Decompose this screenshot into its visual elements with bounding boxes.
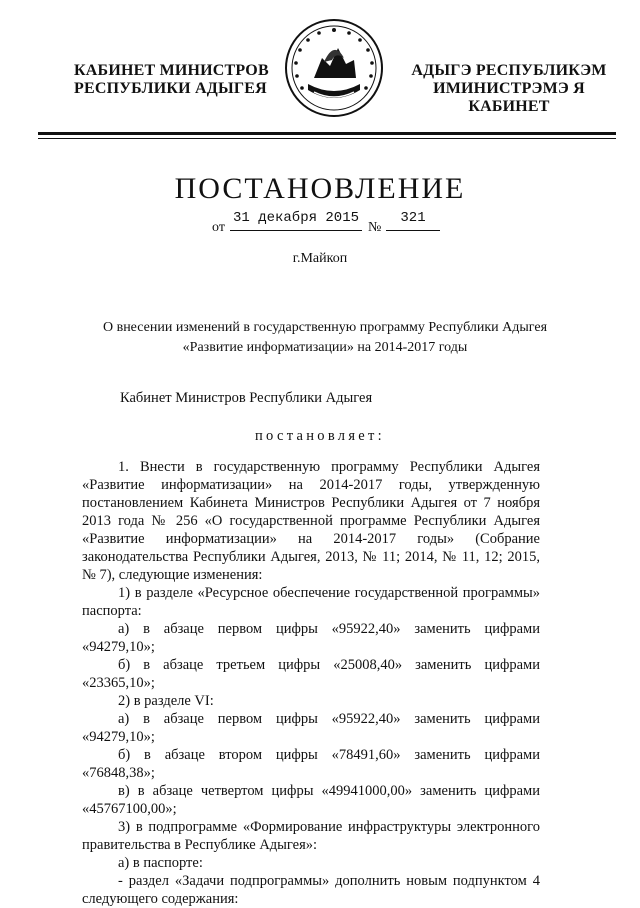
left-org-line-1: КАБИНЕТ МИНИСТРОВ — [74, 62, 269, 79]
paragraph-9: 3) в подпрограмме «Формирование инфраструктуры электронного правительства в Республике Адыгея»: — [82, 819, 540, 853]
paragraph-8: в) в абзаце четвертом цифры «49941000,00» заменить цифрами «45767100,00»; — [82, 783, 540, 817]
paragraph-2: 1) в разделе «Ресурсное обеспечение государственной программы» паспорта: — [82, 585, 540, 619]
right-org-line-1: АДЫГЭ РЕСПУБЛИКЭМ — [411, 62, 607, 79]
paragraph-5: 2) в разделе VI: — [118, 693, 214, 709]
number-prefix: № — [368, 220, 382, 235]
date-prefix: от — [212, 220, 225, 235]
cabinet-line: Кабинет Министров Республики Адыгея — [120, 390, 373, 406]
header-left-org — [74, 62, 269, 98]
paragraph-10: а) в паспорте: — [118, 855, 203, 871]
paragraph-11: - раздел «Задачи подпрограммы» дополнить новым подпунктом 4 следующего содержания: — [82, 873, 540, 907]
paragraph-1: 1. Внести в государственную программу Республики Адыгея «Развитие информатизации» на 2014-2017 годы, утвержденную постановлением Кабинета Министров Республики Адыгея от 7 ноября 2013 года № 256 «О государственной программе Республики Адыгея «Развитие информатизации» на 2014-2017 годы» (Собрание законодательства Республики Адыгея, 2013, № 11; 2014, № 11, 12; 2015, № 7), следующие изменения: — [82, 459, 540, 583]
paragraph-4: б) в абзаце третьем цифры «25008,40» заменить цифрами «23365,10»; — [82, 657, 540, 691]
header-right-org — [404, 62, 614, 116]
left-org-line-2: РЕСПУБЛИКИ АДЫГЕЯ — [74, 80, 267, 97]
document-number: 321 — [386, 210, 440, 231]
document-subject — [60, 318, 590, 358]
header-rule-thin — [38, 138, 616, 139]
paragraph-7: б) в абзаце втором цифры «78491,60» заменить цифрами «76848,38»; — [82, 747, 540, 781]
paragraph-6: а) в абзаце первом цифры «95922,40» заменить цифрами «94279,10»; — [82, 711, 540, 745]
paragraph-3: а) в абзаце первом цифры «95922,40» заменить цифрами «94279,10»; — [82, 621, 540, 655]
document-title: ПОСТАНОВЛЕНИЕ — [174, 172, 466, 205]
header-rule-thick — [38, 132, 616, 135]
subject-line-2: «Развитие информатизации» на 2014-2017 годы — [182, 340, 468, 355]
subject-line-1: О внесении изменений в государственную программу Республики Адыгея — [102, 320, 548, 335]
resolves-line: постановляет: — [254, 428, 386, 444]
document-body — [82, 458, 540, 908]
coat-of-arms-icon — [284, 18, 384, 118]
document-date: 31 декабря 2015 — [230, 210, 362, 231]
right-org-line-2: ИМИНИСТРЭМЭ Я КАБИНЕТ — [433, 80, 585, 115]
document-city: г.Майкоп — [292, 251, 348, 266]
